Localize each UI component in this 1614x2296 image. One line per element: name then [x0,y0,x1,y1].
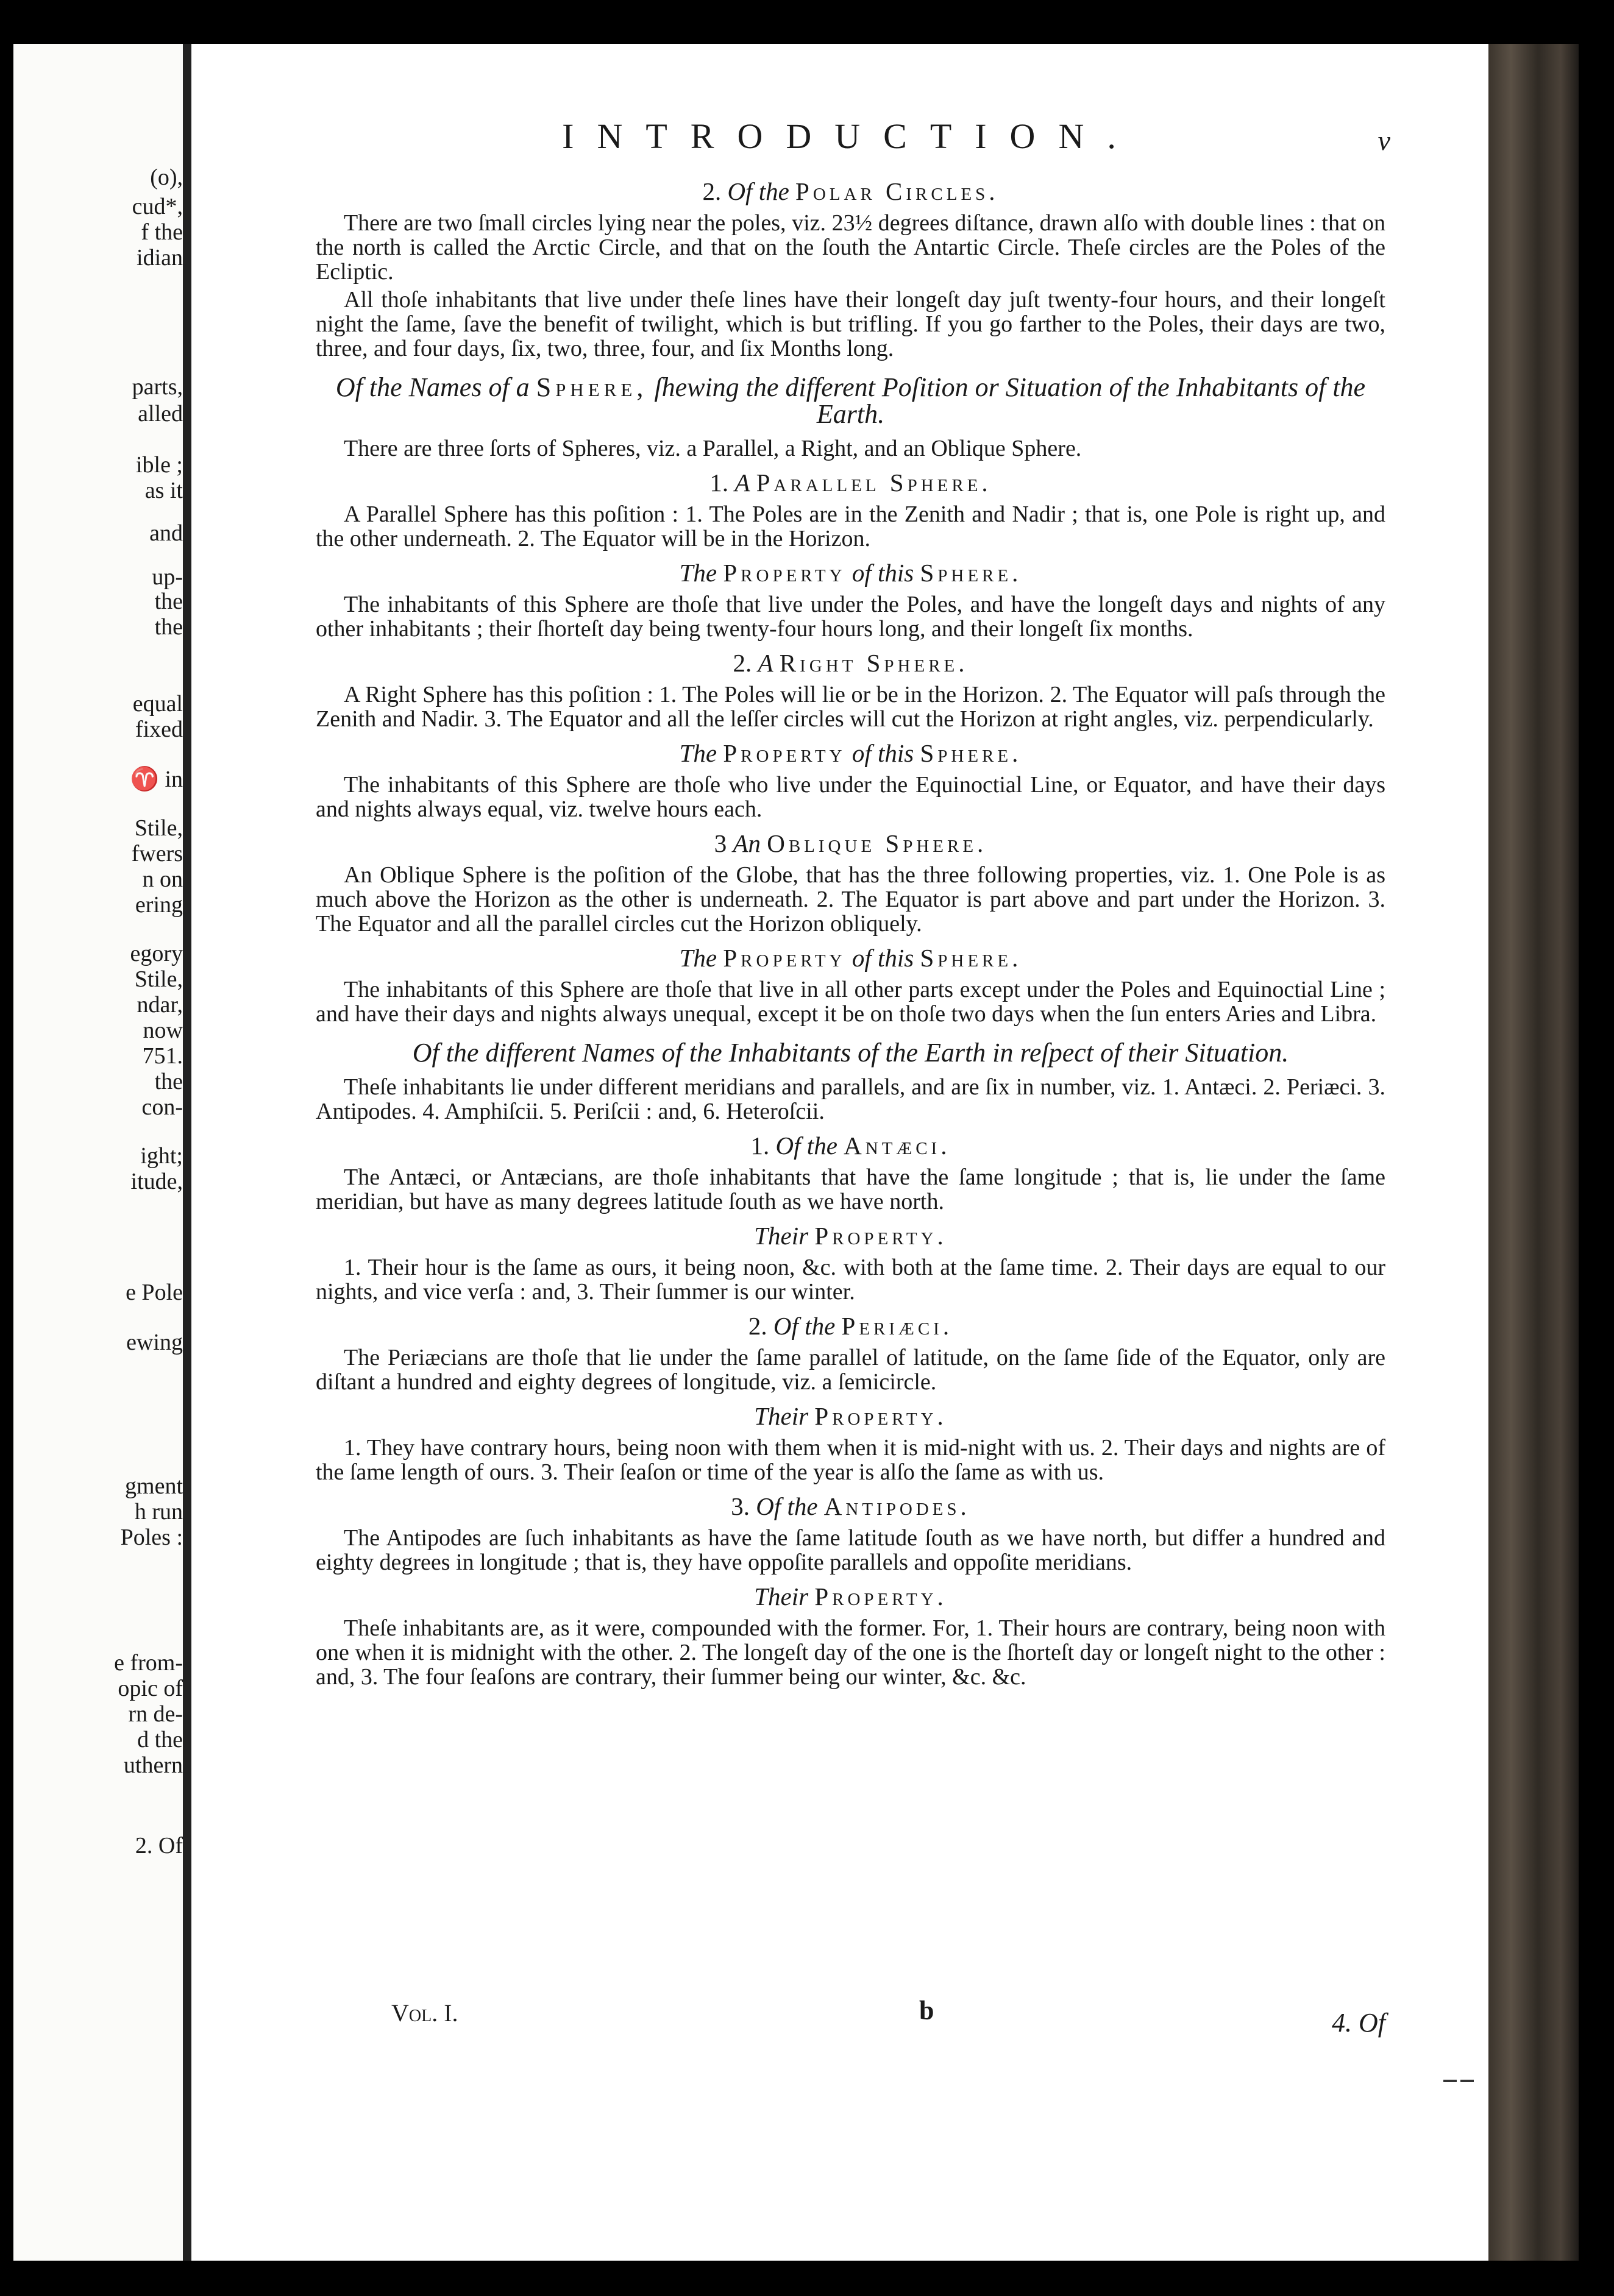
fragment-text: itude, [130,1169,183,1194]
heading-pre: A [758,649,773,677]
facing-page-fragment [13,1751,183,1779]
page-number: v [1378,125,1390,156]
fragment-text: ndar, [137,992,183,1018]
facing-page-fragment [13,690,183,718]
paragraph: All thoſe inhabitants that live under theſe lines have their longeſt day juſt twenty-four hours, and their longeſt night the ſame, ſave the benefit of twilight, which is but trifling. If you go farther to the Poles, their days are two, three, and four days, ſix, two, three, four, and ſix Months long. [316,287,1385,361]
heading-pre: The [679,739,717,767]
fragment-text: fixed [135,717,183,742]
fragment-text: opic of [118,1676,183,1701]
scan-border-right [1579,0,1614,2296]
paragraph: A Right Sphere has this poſition : 1. The Poles will lie or be in the Horizon. 2. The Equator will paſs through the Zenith and Nadir. 3. The Equator and all the leſſer circles will cut the Horizon at right angles, viz. perpendicularly. [316,682,1385,732]
volume-label: Vol. I. [391,1999,458,2027]
fragment-text: ight; [140,1143,183,1169]
signature-mark: b [919,1996,934,2025]
heading-post: ſhewing the different Poſition or Situation of the Inhabitants of the Earth. [654,372,1366,429]
fragment-text: egory [130,941,183,966]
fragment-text: n on [142,866,183,892]
fragment-text: 2. Of [135,1833,183,1858]
heading-sc: Property. [814,1402,947,1430]
heading-num: 1. [709,469,729,497]
heading-sc: Property. [814,1582,947,1610]
page-gutter [183,44,191,2261]
section-heading [316,944,1385,971]
scan-border-left [0,0,13,2296]
facing-page-fragment [13,814,183,842]
fragment-text: idian [137,245,183,271]
heading-num: 2. [733,649,752,677]
heading-pre: An [733,829,761,857]
section-heading [316,1493,1385,1520]
section-heading [316,1313,1385,1339]
facing-page-fragment [13,613,183,641]
facing-page-fragment [13,373,183,401]
fragment-text: Poles : [120,1525,183,1550]
facing-page-fragment [13,1093,183,1121]
section-heading [316,178,1385,205]
section-heading [316,559,1385,586]
paragraph: The Antæci, or Antæcians, are thoſe inhabitants that have the ſame longitude ; that is, lie under the ſame meridian, but have as many degrees latitude ſouth as we have north. [316,1164,1385,1214]
facing-page-fragment [13,451,183,479]
fragment-text: f the [141,219,183,245]
scan-border-bottom [0,2261,1614,2296]
facing-page-fragment [13,991,183,1019]
heading-sc: Property [723,944,846,972]
fragment-text: up- [152,564,183,590]
paragraph: The inhabitants of this Sphere are thoſe that live under the Poles, and have the longeſt days and nights of any other inhabitants ; their ſhorteſt day being twenty-four hours long, and their longeſt ſix months. [316,592,1385,642]
heading-sc2: Sphere. [920,559,1022,587]
facing-page-fragment [13,965,183,993]
fragment-text: gment [125,1473,183,1499]
chapter-heading [316,1040,1385,1066]
fragment-text: equal [132,691,183,717]
facing-page-fragment [13,477,183,505]
facing-page-fragment [13,218,183,246]
fragment-text: parts, [132,374,183,400]
fragment-text: d the [137,1727,183,1752]
heading-pre: The [679,559,717,587]
heading-pre: Of the [775,1132,837,1160]
heading-pre: Their [754,1582,809,1610]
heading-mid: of this [851,944,914,972]
fragment-text: fwers [131,841,183,866]
heading-sc2: Sphere. [920,739,1022,767]
facing-page-fragment [13,865,183,893]
section-heading [316,740,1385,767]
facing-page-fragment [13,519,183,547]
fragment-text: (o), [150,165,183,190]
paragraph: The inhabitants of this Sphere are thoſe that live in all other parts except under the Poles and Equinoctial Line ; and have their days and nights always unequal, except it be on thoſe two days when the ſun enters Aries and Libra. [316,977,1385,1027]
heading-num: 3 [714,829,727,857]
heading-pre: A [734,469,750,497]
heading-pre: Of the [756,1492,818,1520]
page-footer [316,1996,1385,2038]
heading-sc: Parallel Sphere. [756,469,992,497]
running-head [316,116,1390,165]
heading-pre: Of the Names of a [335,372,530,402]
facing-page-fragment [13,163,183,191]
heading-sc: Right Sphere. [779,649,969,677]
heading-pre: Of the different Names of the Inhabitants of the Earth in reſpect of their Situation. [412,1038,1289,1068]
fragment-text: the [154,1069,183,1094]
heading-sc: Property [723,739,846,767]
facing-page-fragment [13,1328,183,1356]
heading-mid: of this [851,559,914,587]
section-heading [316,650,1385,676]
page-body [316,169,1385,1693]
heading-num: 2. [702,177,722,205]
heading-sc: Property. [814,1222,947,1250]
facing-page-fragment [13,1649,183,1677]
fragment-text: alled [138,401,183,427]
facing-page-fragment [13,1042,183,1070]
fragment-text: rn de- [128,1701,183,1727]
fragment-text: h run [134,1499,183,1525]
fragment-text: ♈ in [130,767,183,792]
facing-page-fragment [13,1068,183,1096]
fragment-text: con- [141,1094,183,1120]
facing-page-fragment [13,587,183,615]
paragraph: There are two ſmall circles lying near the poles, viz. 23½ degrees diſtance, drawn alſo with double lines : that on the north is called the Arctic Circle, and that on the ſouth the Antartic Circle. Theſe circles are the Poles of the Ecliptic. [316,210,1385,285]
facing-page-fragment [13,193,183,221]
heading-sc2: Sphere. [920,944,1022,972]
fragment-text: ewing [126,1330,183,1355]
heading-num: 2. [748,1312,767,1340]
heading-sc: Antipodes. [823,1492,970,1520]
facing-page-fragment [13,940,183,968]
fragment-text: Stile, [134,815,183,841]
fragment-text: the [154,589,183,614]
fragment-text: now [143,1018,183,1043]
paragraph: The inhabitants of this Sphere are thoſe who live under the Equinoctial Line, or Equator, and have their days and nights always equal, viz. twelve hours each. [316,772,1385,822]
fragment-text: uthern [123,1752,183,1778]
heading-pre: Their [754,1222,809,1250]
heading-sc: Sphere, [536,372,648,402]
catchword: 4. Of [1332,2008,1385,2038]
facing-page-fragment [13,1142,183,1170]
heading-num: 3. [731,1492,750,1520]
heading-num: 1. [750,1132,770,1160]
facing-page-fragment [13,1016,183,1044]
paragraph: The Periæcians are thoſe that lie under the ſame parallel of latitude, on the ſame ſide of the Equator, only are diſtant a hundred and eighty degrees of longitude, viz. a ſemicircle. [316,1345,1385,1395]
facing-page-fragment [13,244,183,272]
facing-page-fragment [13,765,183,793]
facing-page-fragment [13,1278,183,1306]
paragraph: A Parallel Sphere has this poſition : 1. The Poles are in the Zenith and Nadir ; that is, one Pole is right up, and the other underneath. 2. The Equator will be in the Horizon. [316,501,1385,551]
fragment-text: 751. [142,1043,183,1069]
fragment-text: Stile, [134,966,183,992]
facing-page-fragment [13,1167,183,1196]
facing-page-fragment [13,1674,183,1703]
facing-page-fragment [13,400,183,428]
fragment-text: e Pole [126,1280,183,1305]
fragment-text: the [154,614,183,640]
paragraph: 1. Their hour is the ſame as ours, it being noon, &c. with both at the ſame time. 2. Their days are equal to our nights, and vice verſa : and, 3. Their ſummer is our winter. [316,1255,1385,1305]
heading-sc: Antæci. [844,1132,951,1160]
heading-pre: Their [754,1402,809,1430]
facing-page-fragment [13,840,183,868]
section-heading [316,1583,1385,1610]
section-heading [316,469,1385,496]
paragraph: The Antipodes are ſuch inhabitants as have the ſame latitude ſouth as we have north, but differ a hundred and eighty degrees in longitude ; that is, they have oppoſite parallels and oppoſite meridians. [316,1525,1385,1575]
paragraph: Theſe inhabitants are, as it were, compounded with the former. For, 1. Their hours are contrary, being noon with one when it is midnight with the other. 2. The longeſt day of the one is the ſhorteſt day or longeſt night to the other : and, 3. The four ſeaſons are contrary, their ſummer being our winter, &c. &c. [316,1615,1385,1690]
heading-sc: Oblique Sphere. [767,829,987,857]
fragment-text: e from- [114,1650,183,1676]
heading-sc: Polar Circles. [795,177,999,205]
running-head-title: INTRODUCTION. [562,116,1139,156]
fragment-text: ible ; [135,452,183,478]
facing-page-edge [13,44,183,2261]
paragraph: An Oblique Sphere is the poſition of the Globe, that has the three following properties, viz. 1. One Pole is as much above the Horizon as the other is underneath. 2. The Equator is part above and part under the Horizon. 3. The Equator and all the parallel circles cut the Horizon obliquely. [316,862,1385,937]
paragraph: There are three ſorts of Spheres, viz. a Parallel, a Right, and an Oblique Sphere. [344,436,1082,461]
facing-page-fragment [13,1498,183,1526]
fragment-text: as it [144,478,183,503]
heading-pre: Of the [727,177,789,205]
facing-page-fragment [13,715,183,743]
facing-page-fragment [13,1523,183,1551]
edge-mark [1443,2074,1480,2078]
fragment-text: cud*, [132,194,183,219]
facing-page-fragment [13,1700,183,1728]
section-heading [316,1403,1385,1430]
paragraph: Theſe inhabitants lie under different meridians and parallels, and are ſix in number, viz. 1. Antæci. 2. Periæci. 3. Antipodes. 4. Amphiſcii. 5. Periſcii : and, 6. Heteroſcii. [316,1074,1385,1124]
heading-pre: Of the [773,1312,836,1340]
scan-border-top [0,0,1614,44]
fragment-text: ering [135,892,183,918]
section-heading [316,1222,1385,1249]
paragraph: 1. They have contrary hours, being noon with them when it is mid-night with us. 2. Their days and nights are of the ſame length of ours. 3. Their ſeaſon or time of the year is alſo the ſame as with us. [316,1435,1385,1485]
facing-page-fragment [13,891,183,919]
heading-sc: Property [723,559,846,587]
book-spine [1488,44,1579,2261]
heading-pre: The [679,944,717,972]
heading-mid: of this [851,739,914,767]
section-heading [316,1132,1385,1159]
heading-sc: Periæci. [841,1312,953,1340]
chapter-heading [316,374,1385,428]
facing-page-fragment [13,1472,183,1500]
fragment-text: and [149,520,183,546]
facing-page-fragment [13,1832,183,1860]
facing-page-fragment [13,1726,183,1754]
section-heading [316,830,1385,857]
